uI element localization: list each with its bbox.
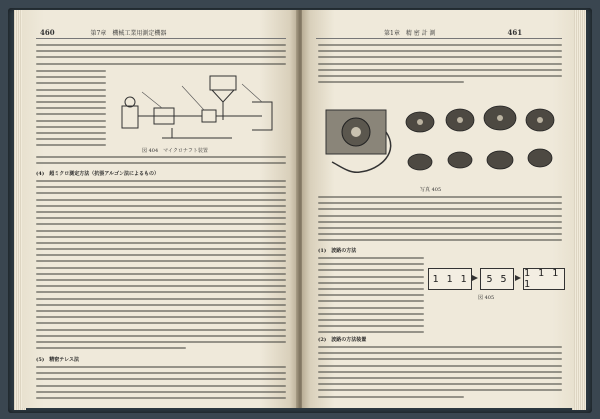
left-text-block-2	[36, 156, 286, 168]
right-section-heading-2: (2) 波路の方法装置	[318, 337, 367, 343]
readout-box-1: 1 1 1	[428, 268, 472, 290]
right-photo-caption: 写真 405	[420, 187, 442, 193]
micronaft-diagram	[112, 72, 287, 144]
right-section-heading-1: (1) 波路の方法	[318, 248, 357, 254]
left-section-heading-1: (4) 超ミクロ測定方法（抗張アルゴン法によるもの）	[36, 171, 160, 177]
arrow-right-icon	[472, 275, 478, 281]
gear-samples	[406, 106, 554, 170]
right-page-edges	[572, 10, 586, 410]
left-figure-caption: 図 404 マイクロナフト装置	[142, 148, 208, 154]
right-text-block-1	[318, 44, 562, 87]
right-page-number: 461	[507, 28, 523, 37]
left-section-heading-2: (5) 精密テレス法	[36, 357, 79, 363]
arrow-right-icon	[515, 275, 521, 281]
right-page	[302, 10, 574, 408]
right-figure2-caption: 図 405	[478, 295, 495, 301]
right-header-rule	[316, 38, 562, 39]
left-page-number: 460	[40, 28, 55, 37]
left-text-narrow	[36, 70, 106, 150]
right-running-head: 第1章 精 密 計 測	[384, 30, 436, 37]
left-text-block-4	[36, 366, 286, 403]
left-page-header	[40, 28, 166, 37]
right-text-block-3	[318, 346, 562, 402]
right-text-block-2	[318, 196, 562, 246]
left-running-head: 第7章 機械工業用測定機器	[90, 30, 167, 37]
readout-box-2: 5 5	[480, 268, 514, 290]
right-text-narrow	[318, 257, 424, 337]
left-text-block-1	[36, 44, 286, 69]
right-page-header	[384, 28, 522, 37]
gear-samples-photo	[320, 92, 560, 184]
readout-box-3: 1 1 1 1	[523, 268, 565, 290]
left-header-rule	[36, 38, 286, 39]
left-page	[22, 10, 298, 408]
left-text-block-3	[36, 180, 286, 353]
